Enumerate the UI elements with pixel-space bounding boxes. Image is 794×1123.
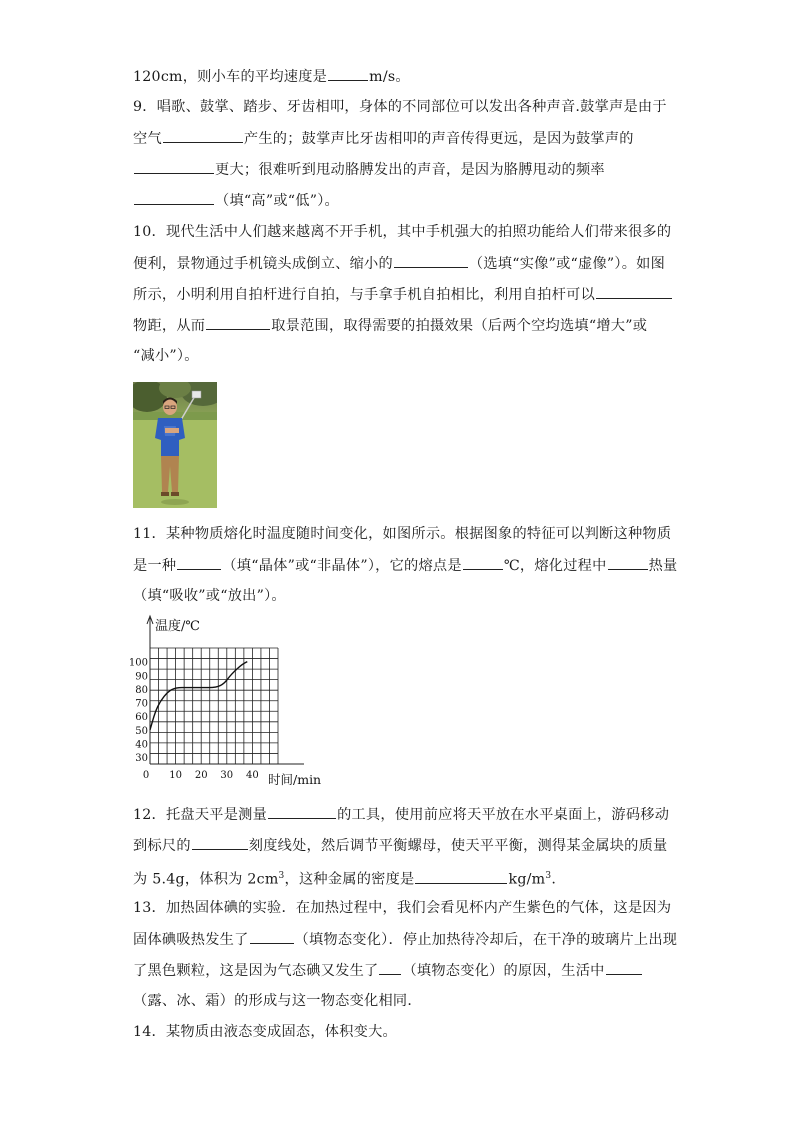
answer-blank[interactable]	[415, 869, 507, 884]
q10-text: 物距，从而	[133, 318, 206, 334]
answer-blank[interactable]	[177, 555, 221, 570]
q10-line-1: 10．现代生活中人们越来越离不开手机，其中手机强大的拍照功能给人们带来很多的	[133, 224, 672, 240]
y-tick-label: 80	[135, 684, 148, 696]
q13-line-3	[133, 960, 643, 981]
answer-blank[interactable]	[463, 555, 503, 570]
q13-text: 固体碘吸热发生了	[133, 932, 249, 948]
q13-line-4: （露、冰、霜）的形成与这一物态变化相同．	[133, 993, 422, 1009]
q13-text: （填物态变化）的原因，生活中	[402, 963, 605, 979]
q12-text: .	[551, 871, 557, 888]
y-tick-label: 100	[128, 657, 148, 669]
q11-text: 热量	[648, 558, 678, 574]
selfie-stick-photo	[133, 382, 217, 508]
x-axis-label: 时间/min	[268, 772, 322, 787]
answer-blank[interactable]	[134, 190, 214, 205]
answer-blank[interactable]	[394, 253, 468, 268]
q10-text: 所示，小明利用自拍杆进行自拍，与手拿手机自拍相比，利用自拍杆可以	[133, 287, 596, 303]
q13-text: （填物态变化）．停止加热待冷却后，在干净的玻璃片上出现	[294, 932, 678, 948]
y-tick-label: 40	[135, 739, 148, 751]
y-tick-label: 70	[135, 698, 148, 710]
q12-unit: kg/m	[508, 871, 546, 888]
q13-line-2	[133, 929, 677, 950]
q10-line-3	[133, 284, 673, 305]
q12-text: 刻度线处，然后调节平衡螺母，使天平平衡，测得某金属块的质量	[248, 838, 668, 854]
answer-blank[interactable]	[250, 929, 294, 944]
y-axis-label: 温度/℃	[155, 619, 200, 634]
q12-text: 到标尺的	[133, 838, 191, 854]
x-tick-label: 20	[194, 770, 208, 781]
y-tick-label: 50	[135, 725, 148, 737]
q12-text: ，这种金属的密度是	[284, 871, 415, 888]
answer-blank[interactable]	[379, 960, 401, 975]
y-tick-label: 90	[135, 671, 148, 683]
q10-text: （选填“实像”或“虚像”）。如图	[468, 256, 666, 272]
q10-text: 便利，景物通过手机镜头成倒立、缩小的	[133, 256, 393, 272]
superscript: 3	[278, 871, 285, 881]
q9-text: 更大；很难听到甩动胳膊发出的声音，是因为胳膊甩动的频率	[215, 162, 605, 178]
q12-text: 12．托盘天平是测量	[133, 807, 268, 823]
q11-line-3: （填“吸收”或“放出”）。	[133, 588, 286, 604]
q9-text: 产生的；鼓掌声比牙齿相叩的声音传得更远，是因为鼓掌声的	[243, 131, 634, 147]
q11-text: 是一种	[133, 558, 177, 574]
answer-blank[interactable]	[206, 315, 270, 330]
q10-line-2	[133, 253, 665, 274]
q11-line-2	[133, 555, 677, 576]
q9-line-1: 9．唱歌、鼓掌、踏步、牙齿相叩，身体的不同部位可以发出各种声音.鼓掌声是由于	[133, 99, 667, 115]
q8-text: 120cm，则小车的平均速度是	[133, 69, 328, 85]
answer-blank[interactable]	[134, 159, 214, 174]
q9-text: （填“高”或“低”）。	[215, 193, 339, 209]
q12-text: 为 5.4g，体积为 2cm	[133, 871, 279, 888]
melting-curve-chart	[128, 612, 334, 792]
q11-line-1: 11．某种物质熔化时温度随时间变化，如图所示。根据图象的特征可以判断这种物质	[133, 526, 672, 542]
q11-text: ℃，熔化过程中	[503, 558, 607, 574]
q9-line-2	[133, 128, 634, 149]
q8-line-1	[133, 66, 410, 87]
answer-blank[interactable]	[163, 128, 243, 143]
q14-line-1: 14．某物质由液态变成固态，体积变大。	[133, 1024, 397, 1040]
x-tick-label: 40	[246, 770, 259, 781]
q13-text: 了黑色颗粒，这是因为气态碘又发生了	[133, 963, 379, 979]
superscript: 3	[545, 871, 552, 881]
q13-line-1: 13．加热固体碘的实验．在加热过程中，我们会看见杯内产生紫色的气体，这是因为	[133, 900, 672, 916]
answer-blank[interactable]	[192, 835, 248, 850]
answer-blank[interactable]	[606, 960, 642, 975]
answer-blank[interactable]	[268, 804, 336, 819]
q10-text: 取景范围，取得需要的拍摄效果（后两个空均选填“增大”或	[271, 318, 648, 334]
q12-line-1	[133, 804, 669, 825]
q11-text: （填“晶体”或“非晶体”），它的熔点是	[222, 558, 462, 574]
answer-blank[interactable]	[596, 284, 672, 299]
x-tick-label: 0	[142, 770, 150, 781]
q9-text: 空气	[133, 131, 162, 147]
q12-line-2	[133, 835, 667, 856]
series-line	[150, 662, 247, 730]
x-tick-label: 30	[220, 770, 234, 781]
q9-line-4	[133, 190, 339, 211]
q12-text: 的工具，使用前应将天平放在水平桌面上，游码移动	[337, 807, 670, 823]
q10-line-5: “减小”）。	[133, 348, 199, 364]
x-tick-label: 10	[169, 770, 182, 781]
y-tick-label: 30	[135, 753, 148, 765]
y-tick-label: 60	[135, 712, 148, 724]
q12-line-3	[133, 866, 556, 890]
q9-line-3	[133, 159, 605, 180]
q8-unit: m/s。	[369, 69, 410, 85]
answer-blank[interactable]	[328, 66, 368, 81]
q10-line-4	[133, 315, 647, 336]
answer-blank[interactable]	[608, 555, 648, 570]
